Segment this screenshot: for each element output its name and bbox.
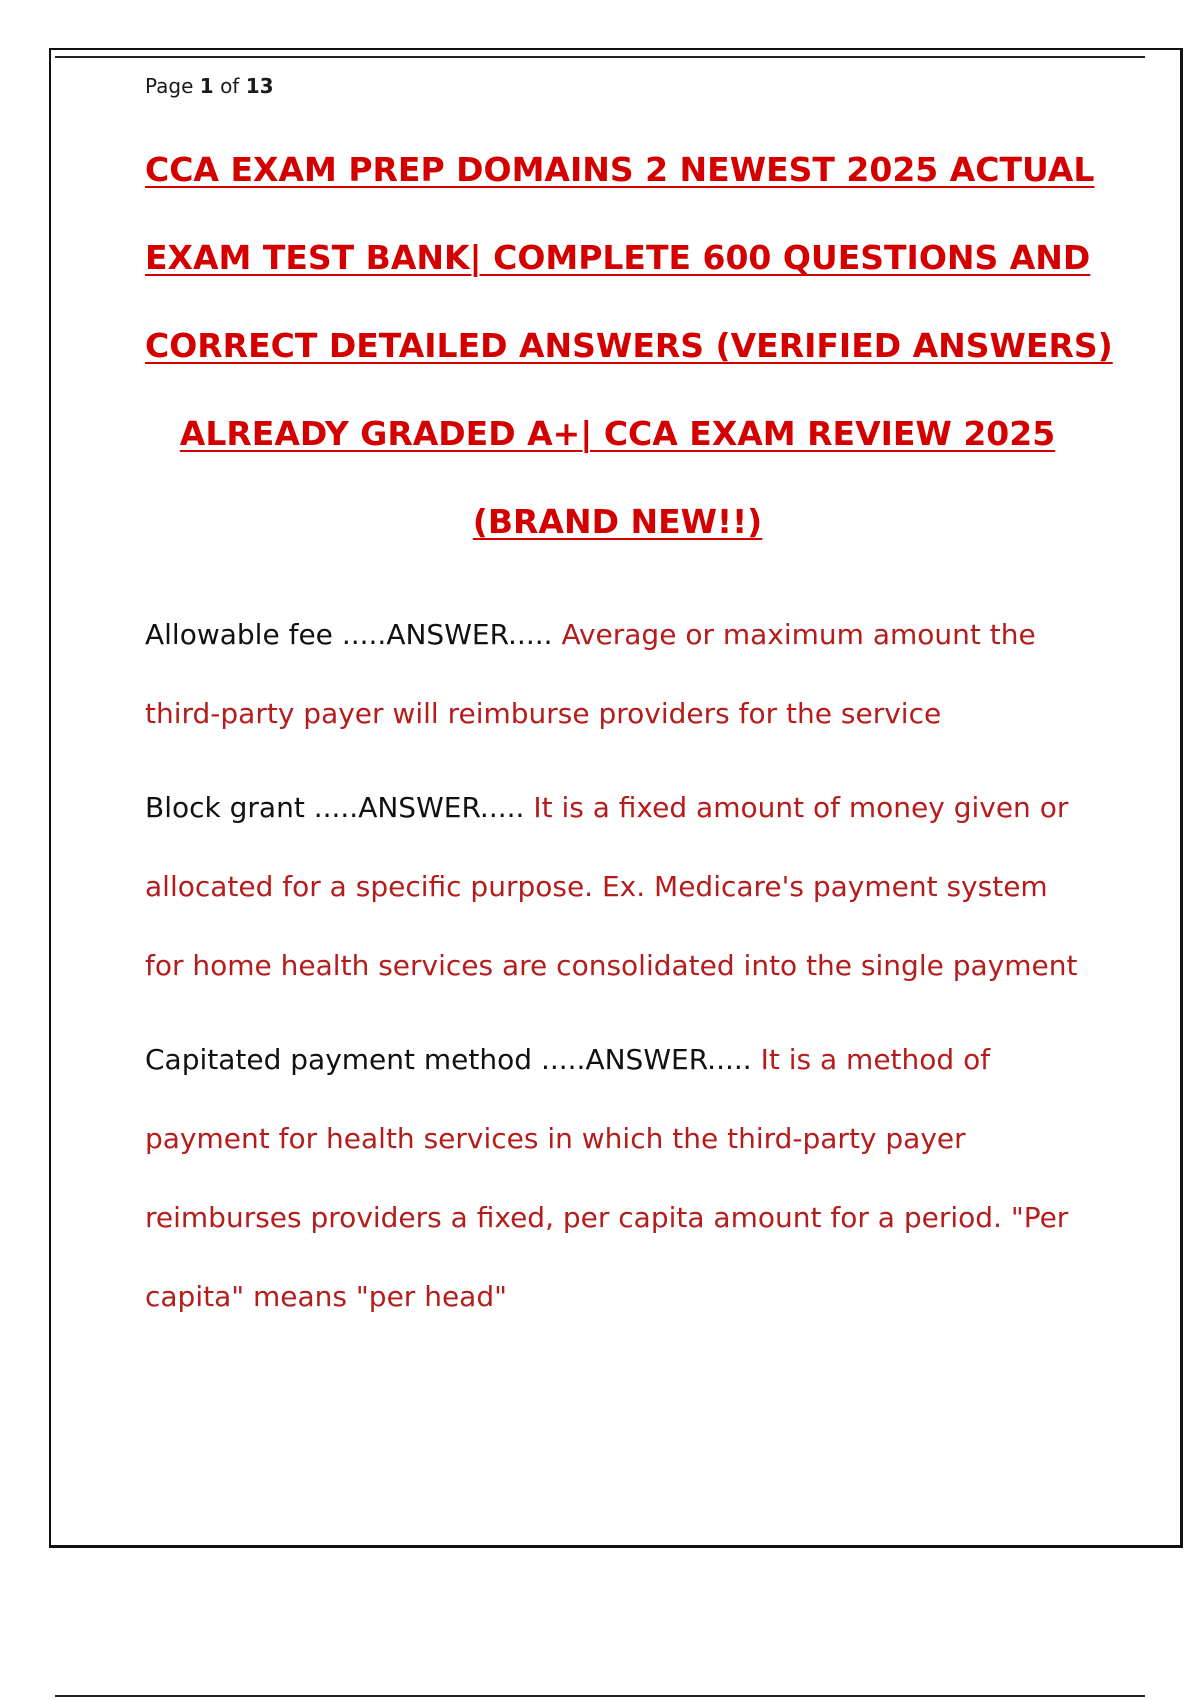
page-total: 13 bbox=[245, 74, 274, 98]
title-line-2: EXAM TEST BANK| COMPLETE 600 QUESTIONS AND bbox=[145, 238, 1091, 277]
title-line-3: CORRECT DETAILED ANSWERS (VERIFIED ANSWERS) bbox=[145, 326, 1113, 365]
entry-definition: It is a method of payment for health services in which the third-party payer reimburses providers a fixed, per capita amount for a period. "Per capita" means "per head" bbox=[145, 1043, 1069, 1313]
entry-term: Capitated payment method bbox=[145, 1043, 533, 1076]
entry-answer-separator: .....ANSWER..... bbox=[540, 1043, 752, 1076]
page-of-label: of bbox=[220, 74, 240, 98]
bottom-rule bbox=[55, 1695, 1145, 1697]
entry-answer-separator: .....ANSWER..... bbox=[341, 618, 553, 651]
title-line-4: ALREADY GRADED A+| CCA EXAM REVIEW 2025 bbox=[179, 414, 1056, 453]
qa-entry-capitated-payment bbox=[145, 1020, 1090, 1336]
qa-entries bbox=[145, 595, 1090, 1351]
qa-entry-block-grant bbox=[145, 768, 1090, 1005]
entry-term: Allowable fee bbox=[145, 618, 333, 651]
page-label: Page bbox=[145, 74, 194, 98]
qa-entry-allowable-fee bbox=[145, 595, 1090, 753]
entry-term: Block grant bbox=[145, 791, 305, 824]
entry-definition: Average or maximum amount the third-party payer will reimburse providers for the service bbox=[145, 618, 1036, 730]
document-title bbox=[145, 140, 1113, 580]
title-line-1: CCA EXAM PREP DOMAINS 2 NEWEST 2025 ACTUAL bbox=[145, 150, 1095, 189]
entry-answer-separator: .....ANSWER..... bbox=[313, 791, 525, 824]
entry-definition: It is a fixed amount of money given or allocated for a specific purpose. Ex. Medicare's payment system for home health services are consolidated into the single payment bbox=[145, 791, 1078, 982]
title-line-5: (BRAND NEW!!) bbox=[472, 502, 763, 541]
page-current: 1 bbox=[199, 74, 214, 98]
page-number bbox=[145, 74, 274, 98]
